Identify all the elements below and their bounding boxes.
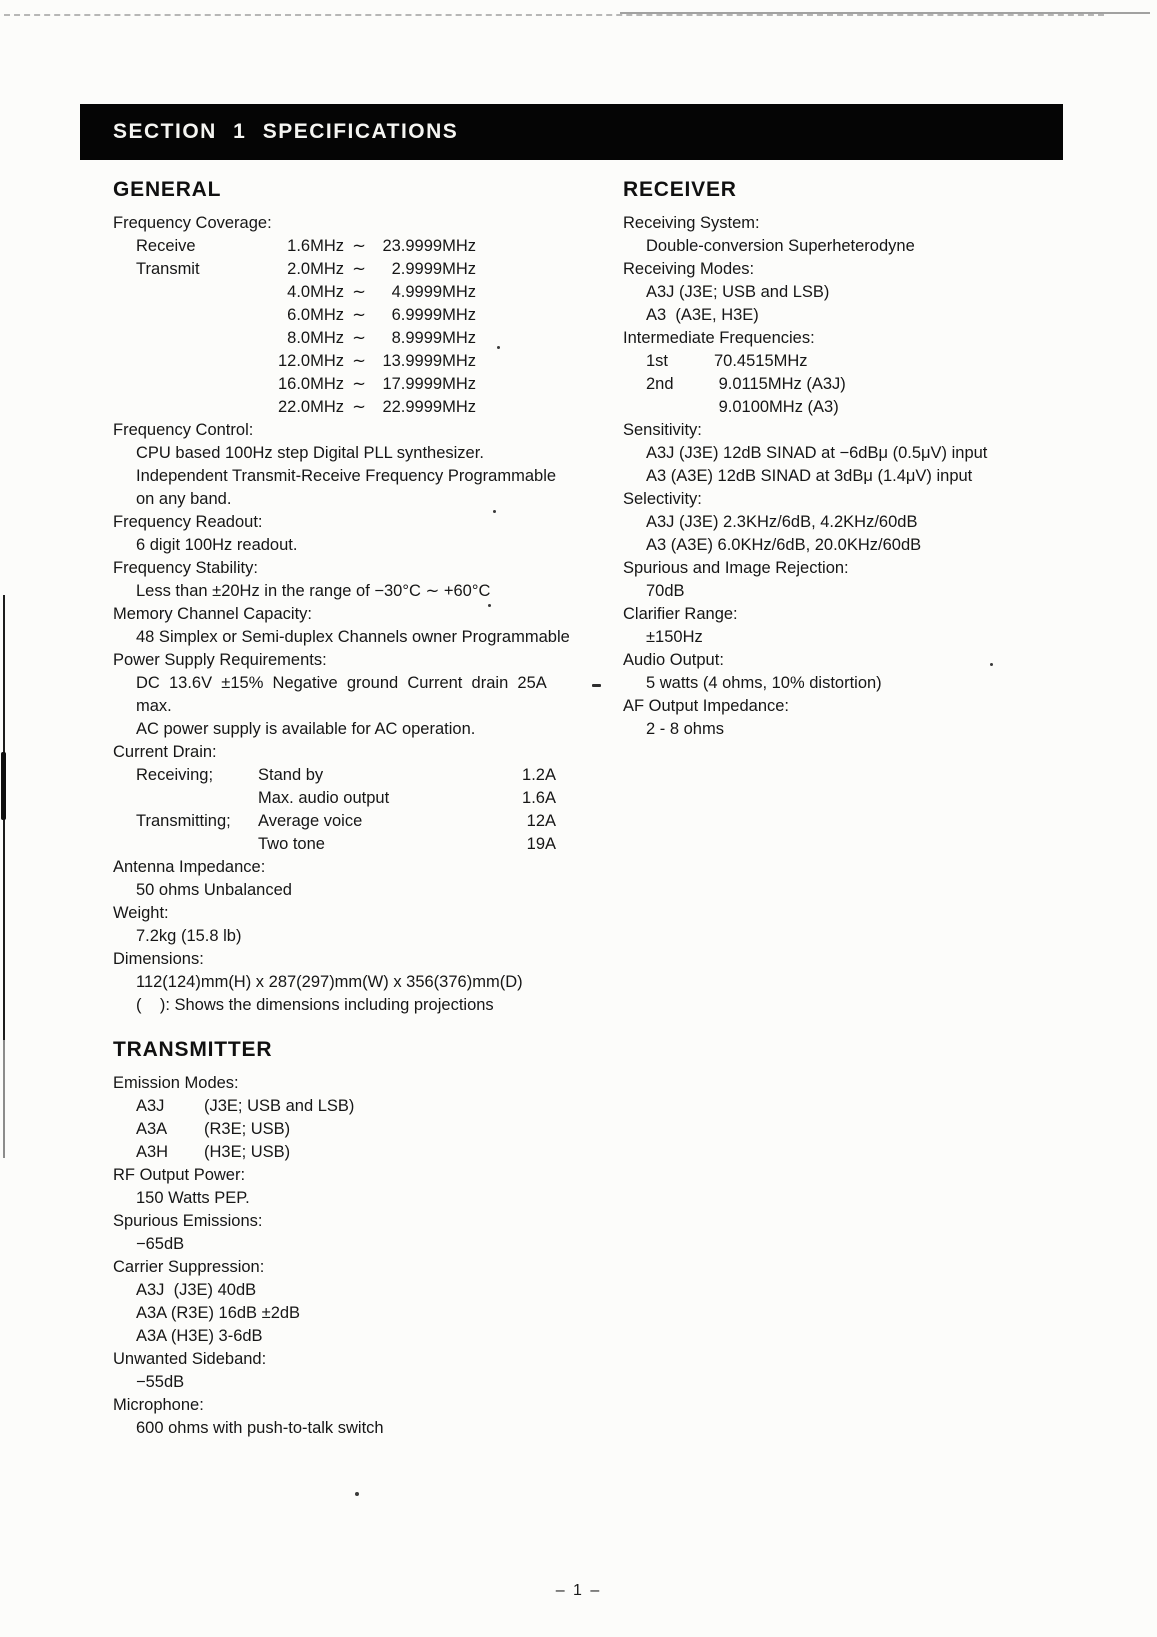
freq-row-from: 12.0MHz — [277, 352, 344, 370]
drain-row-value: 1.2A — [522, 766, 556, 784]
spec-entry — [113, 419, 593, 511]
current-drain-row — [136, 787, 556, 810]
freq-range-row — [136, 350, 593, 373]
scan-artifact-dot — [355, 1492, 359, 1496]
kv-row-value: (H3E; USB) — [204, 1143, 291, 1161]
spec-value-line: A3A (R3E) 16dB ±2dB — [136, 1304, 301, 1322]
spec-value-line: A3 (A3E) 12dB SINAD at 3dBμ (1.4μV) input — [646, 467, 973, 485]
drain-row-desc: Stand by — [258, 766, 324, 784]
drain-row-key — [136, 833, 258, 856]
spec-value-line: A3 (A3E) 6.0KHz/6dB, 20.0KHz/60dB — [646, 536, 922, 554]
spec-label: Frequency Control: — [113, 421, 254, 439]
range-tilde: ∼ — [352, 306, 366, 324]
freq-range-row — [136, 373, 593, 396]
range-tilde: ∼ — [352, 283, 366, 301]
drain-row-value: 19A — [526, 835, 556, 853]
spec-entry — [623, 327, 1093, 419]
drain-row-value: 1.6A — [522, 789, 556, 807]
kv-row-value: 70.4515MHz — [714, 352, 808, 370]
spec-value-line: 600 ohms with push-to-talk switch — [136, 1419, 384, 1437]
spec-entry — [623, 212, 1093, 258]
spec-value-line: A3A (H3E) 3-6dB — [136, 1327, 263, 1345]
section-heading-receiver: RECEIVER — [623, 178, 737, 201]
spec-value-line: AC power supply is available for AC operation. — [136, 720, 476, 738]
key-value-row — [646, 373, 1093, 396]
spec-entry — [113, 902, 593, 948]
drain-row-key: Receiving; — [136, 766, 214, 784]
freq-row-to: 13.9999MHz — [382, 352, 476, 370]
freq-row-from: 6.0MHz — [287, 306, 344, 324]
key-value-row — [646, 350, 1093, 373]
spec-label: Audio Output: — [623, 651, 724, 669]
spec-value-line: A3J (J3E) 2.3KHz/6dB, 4.2KHz/60dB — [646, 513, 918, 531]
spec-value-line: A3 (A3E, H3E) — [646, 306, 759, 324]
scan-artifact-top-line — [4, 14, 1104, 16]
key-value-row — [136, 1141, 593, 1164]
range-tilde: ∼ — [352, 375, 366, 393]
spec-label: RF Output Power: — [113, 1166, 246, 1184]
spec-entry — [623, 695, 1093, 741]
freq-row-from: 22.0MHz — [277, 398, 344, 416]
freq-row-key: Receive — [136, 237, 196, 255]
spec-label: AF Output Impedance: — [623, 697, 790, 715]
scan-artifact-top-line-dark — [620, 12, 1150, 14]
range-tilde: ∼ — [352, 398, 366, 416]
spec-entry — [113, 1348, 593, 1394]
section-transmitter — [113, 1038, 593, 1440]
range-tilde: ∼ — [352, 260, 366, 278]
section-heading-general: GENERAL — [113, 178, 222, 201]
key-value-row — [136, 1095, 593, 1118]
spec-value-line: 2 - 8 ohms — [646, 720, 724, 738]
spec-value-line: Double-conversion Superheterodyne — [646, 237, 915, 255]
freq-row-to: 2.9999MHz — [391, 260, 476, 278]
freq-row-to: 4.9999MHz — [391, 283, 476, 301]
scan-artifact-dash — [592, 684, 601, 687]
spec-entry — [113, 1256, 593, 1348]
freq-row-key: Transmit — [136, 260, 200, 278]
spec-entry — [113, 948, 593, 1017]
section-header-bar — [80, 104, 1063, 160]
spec-label: Clarifier Range: — [623, 605, 738, 623]
spec-entry — [113, 649, 593, 741]
freq-row-from: 2.0MHz — [287, 260, 344, 278]
spec-label: Frequency Readout: — [113, 513, 263, 531]
current-drain-row — [136, 833, 556, 856]
spec-label: Frequency Coverage: — [113, 214, 272, 232]
spec-value-line: 150 Watts PEP. — [136, 1189, 250, 1207]
spec-value-line: 5 watts (4 ohms, 10% distortion) — [646, 674, 882, 692]
kv-row-key: A3J — [136, 1097, 165, 1115]
freq-range-row — [136, 396, 593, 419]
page-number: – 1 – — [555, 1582, 602, 1599]
spec-entry — [113, 603, 593, 649]
freq-range-row — [136, 327, 593, 350]
drain-row-desc: Two tone — [258, 835, 325, 853]
current-drain-row — [136, 810, 556, 833]
spec-label: Sensitivity: — [623, 421, 702, 439]
scan-artifact-left-blob — [1, 752, 6, 820]
range-tilde: ∼ — [352, 352, 366, 370]
freq-row-from: 1.6MHz — [287, 237, 344, 255]
spec-value-line: CPU based 100Hz step Digital PLL synthesizer. — [136, 444, 484, 462]
section-receiver — [623, 178, 1093, 741]
spec-value-line: DC 13.6V ±15% Negative ground Current drain 25A — [136, 674, 547, 692]
kv-row-key: A3A — [136, 1120, 168, 1138]
drain-row-value: 12A — [526, 812, 556, 830]
scan-artifact-left-edge-lower — [3, 1040, 5, 1158]
key-value-row — [646, 396, 1093, 419]
spec-value-line: Independent Transmit-Receive Frequency Programmable — [136, 467, 557, 485]
range-tilde: ∼ — [352, 237, 366, 255]
spec-value-line: ( ): Shows the dimensions including projections — [136, 996, 494, 1014]
freq-row-from: 4.0MHz — [287, 283, 344, 301]
spec-entry — [113, 511, 593, 557]
spec-label: Memory Channel Capacity: — [113, 605, 312, 623]
freq-row-to: 22.9999MHz — [382, 398, 476, 416]
drain-row-key: Transmitting; — [136, 812, 231, 830]
spec-entry — [623, 419, 1093, 488]
kv-row-key: 1st — [646, 352, 669, 370]
freq-range-row — [136, 235, 593, 258]
freq-row-to: 23.9999MHz — [382, 237, 476, 255]
spec-entry — [113, 1164, 593, 1210]
spec-label: Receiving System: — [623, 214, 760, 232]
spec-value-line: max. — [136, 697, 172, 715]
spec-entry — [623, 258, 1093, 327]
column-right — [623, 178, 1093, 741]
spec-label: Selectivity: — [623, 490, 702, 508]
freq-range-row — [136, 258, 593, 281]
spec-value-line: −65dB — [136, 1235, 185, 1253]
drain-row-desc: Max. audio output — [258, 789, 390, 807]
spec-entry — [623, 649, 1093, 695]
spec-label: Microphone: — [113, 1396, 204, 1414]
spec-entry — [113, 856, 593, 902]
spec-entry — [113, 1394, 593, 1440]
freq-row-from: 16.0MHz — [277, 375, 344, 393]
spec-entry — [113, 741, 593, 856]
freq-row-to: 17.9999MHz — [382, 375, 476, 393]
spec-value-line: −55dB — [136, 1373, 185, 1391]
freq-range-row — [136, 304, 593, 327]
spec-label: Dimensions: — [113, 950, 204, 968]
spec-value-line: A3J (J3E) 40dB — [136, 1281, 257, 1299]
kv-row-value: (J3E; USB and LSB) — [204, 1097, 355, 1115]
drain-row-key — [136, 787, 258, 810]
spec-label: Intermediate Frequencies: — [623, 329, 815, 347]
spec-value-line: 7.2kg (15.8 lb) — [136, 927, 242, 945]
spec-label: Spurious and Image Rejection: — [623, 559, 849, 577]
spec-value-line: 6 digit 100Hz readout. — [136, 536, 298, 554]
kv-row-key: 2nd — [646, 375, 674, 393]
spec-value-line: 112(124)mm(H) x 287(297)mm(W) x 356(376)mm(D) — [136, 973, 523, 991]
spec-label: Spurious Emissions: — [113, 1212, 263, 1230]
kv-row-value: (R3E; USB) — [204, 1120, 291, 1138]
spec-label: Antenna Impedance: — [113, 858, 266, 876]
drain-row-desc: Average voice — [258, 812, 363, 830]
spec-value-line: 50 ohms Unbalanced — [136, 881, 292, 899]
kv-row-value: 9.0115MHz (A3J) — [714, 375, 846, 393]
kv-row-value: 9.0100MHz (A3) — [714, 398, 839, 416]
spec-value-line: A3J (J3E) 12dB SINAD at −6dBμ (0.5μV) input — [646, 444, 988, 462]
key-value-row — [136, 1118, 593, 1141]
freq-row-from: 8.0MHz — [287, 329, 344, 347]
spec-value-line: ±150Hz — [646, 628, 703, 646]
spec-label: Unwanted Sideband: — [113, 1350, 267, 1368]
kv-row-key: A3H — [136, 1143, 169, 1161]
spec-entry — [623, 557, 1093, 603]
column-left — [113, 178, 593, 1440]
spec-label: Current Drain: — [113, 743, 217, 761]
spec-entry — [623, 603, 1093, 649]
section-title: SECTION 1 SPECIFICATIONS — [113, 120, 459, 143]
spec-entry — [113, 212, 593, 419]
range-tilde: ∼ — [352, 329, 366, 347]
spec-label: Receiving Modes: — [623, 260, 755, 278]
spec-value-line: 70dB — [646, 582, 685, 600]
spec-label: Frequency Stability: — [113, 559, 258, 577]
freq-range-row — [136, 281, 593, 304]
spec-label: Carrier Suppression: — [113, 1258, 265, 1276]
section-general — [113, 178, 593, 1017]
spec-entry — [623, 488, 1093, 557]
section-heading-transmitter: TRANSMITTER — [113, 1038, 273, 1061]
spec-label: Power Supply Requirements: — [113, 651, 327, 669]
spec-entry — [113, 1072, 593, 1164]
spec-value-line: on any band. — [136, 490, 232, 508]
freq-row-to: 8.9999MHz — [391, 329, 476, 347]
current-drain-row — [136, 764, 556, 787]
spec-entry — [113, 557, 593, 603]
freq-row-to: 6.9999MHz — [391, 306, 476, 324]
spec-label: Weight: — [113, 904, 169, 922]
spec-value-line: Less than ±20Hz in the range of −30°C ∼ +60°C — [136, 582, 491, 600]
spec-label: Emission Modes: — [113, 1074, 239, 1092]
spec-value-line: 48 Simplex or Semi-duplex Channels owner Programmable — [136, 628, 570, 646]
spec-value-line: A3J (J3E; USB and LSB) — [646, 283, 830, 301]
spec-entry — [113, 1210, 593, 1256]
